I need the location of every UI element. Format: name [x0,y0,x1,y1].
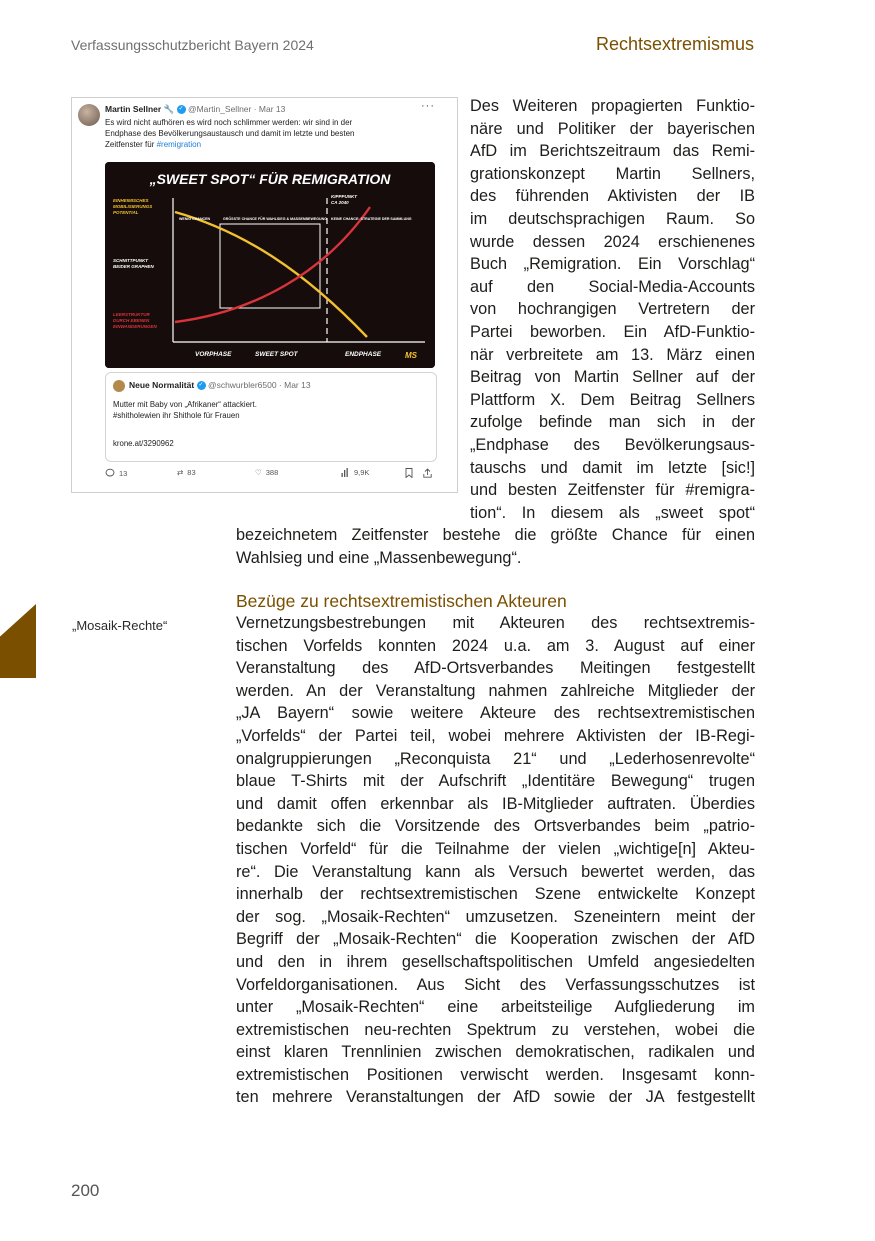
text-line: bezeichnetem Zeitfenster bestehe die größte Chance für einen [236,526,755,544]
graphic-label: POTENTIAL [113,210,139,215]
graphic-phase-note: WENIG CHANCEN [179,217,211,221]
repost-action [177,468,196,477]
text-line: Buch „Remigration. Ein Vorschlag“ [470,255,755,274]
text-line: zufolge befinde man sich in der [470,413,755,432]
views-action [341,468,369,477]
text-line: von hochrangigen Vertretern der [470,300,755,319]
graphic-background [105,162,435,368]
quoted-author: Neue Normalität [129,380,195,390]
text-line: Des Weiteren propagierten Funktio- [470,97,755,115]
text-line: werden. An der Veranstaltung nahmen zahlreiche Mitglieder der [236,681,755,700]
text-line: blaue T-Shirts mit der Aufschrift „Identitäre Bewegung“ trugen [236,772,755,791]
graphic-label: EINWANDERUNGEN [113,324,157,329]
text-line: innerhalb der rechtsextremistischen Szene entwickelte Konzept [236,885,755,904]
repost-count: 83 [187,468,196,477]
text-line: tion“. In diesem als „sweet spot“ [470,503,755,522]
graphic-label: KIPPPUNKT [331,194,358,199]
graphic-label: EINHEIMISCHES [113,198,149,203]
graphic-title: „SWEET SPOT“ FÜR REMIGRATION [149,171,391,187]
bookmark-icon [405,468,413,478]
text-line: onalgruppierungen „Reconquista 21“ und „Lederhosenrevolte“ [236,749,755,768]
paragraph-continuation [236,524,755,569]
text-line: AfD im Berichtszeitraum das Remi- [470,142,755,161]
text-line: und damit offen erkennbar als IB-Mitglieder auftraten. Überdies [236,794,755,813]
text-line: extremistischen Positionen verwischt werden. Insgesamt konn- [236,1065,755,1084]
tweet-text-line: Es wird nicht aufhören es wird noch schlimmer werden: wir sind in der [105,118,353,127]
text-line: der sog. „Mosaik-Rechten“ umzusetzen. Szeneintern meint der [236,907,755,926]
text-line: Wahlsieg und eine „Massenbewegung“. [236,548,522,567]
quoted-tweet [105,372,437,462]
text-line: re“. Die Veranstaltung kann als Versuch bewertet werden, das [236,862,755,881]
graphic-phase-note: GRÖSSTE CHANCE FÜR WAHLSIEG & MASSENBEWEGUNG [223,217,328,221]
text-line: tischen Vorfelds konnten 2024 u.a. am 3. August auf einer [236,636,755,655]
reply-count: 13 [119,468,128,478]
quoted-handle-date: @schwurbler6500 · Mar 13 [207,380,311,390]
text-line: und besten Zeitfenster für #remigra- [470,481,755,500]
graphic-phase-note: KEINE CHANCE: STRATEGIE DER SAMMLUNG [331,217,412,221]
text-line: ten mehrere Veranstaltungen der AfD sowie der JA festgestellt [236,1088,755,1107]
text-line: „Endphase des Bevölkerungsaus- [470,435,755,454]
text-line: Vorfeldorganisationen. Aus Sicht des Verfassungsschutzes ist [236,975,755,994]
text-line: tischen Vorfeld“ für die Teilnahme der vielen „wichtige[n] Akteu- [236,839,755,858]
text-line: im deutschsprachigen Raum. So [470,209,755,228]
views-icon [341,468,350,477]
wrench-icon: 🔧 [163,104,175,114]
reply-action [105,468,127,478]
text-line: extremistischen neu-rechten Spektrum zu verstehen, wobei die [236,1020,755,1039]
tweet-text-line: Endphase des Bevölkerungsaustausch und damit im letzte und besten [105,129,355,138]
share-action [423,468,432,478]
share-icon [423,468,432,478]
tweet-text [105,117,425,150]
running-header-title: Verfassungsschutzbericht Bayern 2024 [71,37,314,53]
graphic-x-label: VORPHASE [195,351,232,358]
text-line: näre und Politiker der bayerischen [470,119,755,138]
graphic-label: LEERSTRUKTUR [113,312,150,317]
reply-icon [105,468,115,478]
graphic-logo: MS [405,351,417,360]
avatar [78,104,100,126]
verified-icon: ✓ [198,382,204,389]
graphic-label: SCHNITTPUNKT [113,258,148,263]
text-line: när verbreitete am 13. März einen [470,345,755,364]
quoted-tweet-header [129,380,311,390]
quoted-link: krone.at/3290962 [113,439,174,448]
text-line: unter „Mosaik-Rechten“ eine arbeitsteilige Aufgliederung im [236,998,755,1017]
quoted-text-line: #shitholewien ihr Shithole für Frauen [113,411,240,420]
repost-icon: ⇄ [177,468,184,477]
like-action [255,468,278,477]
graphic-x-labels [195,351,382,358]
text-line: Vernetzungsbestrebungen mit Akteuren des rechtsextremis- [236,614,755,632]
paragraph-remigration [470,95,755,524]
text-line: tauschs und damit im letzte [sic!] [470,458,755,477]
tweet-handle-date: @Martin_Sellner · Mar 13 [187,104,286,114]
page-number: 200 [71,1181,100,1200]
tweet-text-line [105,139,425,150]
like-count: 388 [265,468,279,477]
running-header-section: Rechtsextremismus [595,34,754,54]
more-icon: ··· [421,100,435,112]
views-count: 9,9K [354,468,370,477]
sweet-spot-graphic [105,162,435,368]
quoted-text-line: Mutter mit Baby von „Afrikaner“ attackiert. [113,400,257,409]
text-line: Veranstaltung des AfD-Ortsverbandes Meitingen festgestellt [236,659,755,678]
text-line: und den in ihrem gesellschaftspolitischen Umfeld angesiedelten [236,952,755,971]
tweet-header [105,104,285,115]
tweet-hashtag: #remigration [156,140,202,149]
text-line: Beitrag von Martin Sellner auf der [470,368,755,387]
graphic-label: MOBILISIERUNGS [113,204,153,209]
paragraph-networking [236,612,755,1109]
text-line: „JA Bayern“ sowie weitere Akteure des rechtsextremistischen [236,704,755,723]
verified-icon: ✓ [178,106,184,113]
text-line: einst klaren Trennlinien zwischen demokratischen, radikalen und [236,1043,755,1062]
graphic-label: CA 2040 [331,200,349,205]
bookmark-action [405,468,413,478]
text-line: Begriff der „Mosaik-Rechten“ die Kooperation zwischen der AfD [236,930,755,949]
quoted-text [113,399,423,421]
text-line: des führenden Aktivisten der IB [470,187,755,206]
text-line: Plattform X. Dem Beitrag Sellners [470,390,755,409]
tweet-screenshot [71,97,458,493]
graphic-label: DURCH EBENEN [113,318,150,323]
tweet-text-segment: Zeitfenster für [105,140,157,149]
graphic-label: BEIDER GRAPHEN [113,264,154,269]
text-line: auf den Social-Media-Accounts [470,277,755,296]
graphic-x-label: SWEET SPOT [255,351,298,358]
text-line: bedankte sich die Vorsitzende des Ortsverbandes beim „patrio- [236,817,755,836]
avatar [113,380,125,392]
heart-icon: ♡ [255,468,262,477]
section-heading: Bezüge zu rechtsextremistischen Akteuren [236,591,567,611]
chapter-tab-marker [0,604,36,678]
tweet-image-graphic [105,162,435,368]
text-line: Partei beworben. Ein AfD-Funktio- [470,322,755,341]
tweet-author: Martin Sellner [105,104,162,114]
tweet-actions [105,468,435,482]
graphic-x-label: ENDPHASE [345,351,382,358]
text-line: wurde dessen 2024 erschienenes [470,232,755,251]
margin-note: „Mosaik-Rechte“ [72,618,168,633]
text-line: „Vorfelds“ der Partei teil, wobei mehrere Aktivisten der IB-Regi- [236,726,755,745]
text-line: grationskonzept Martin Sellners, [470,164,755,183]
